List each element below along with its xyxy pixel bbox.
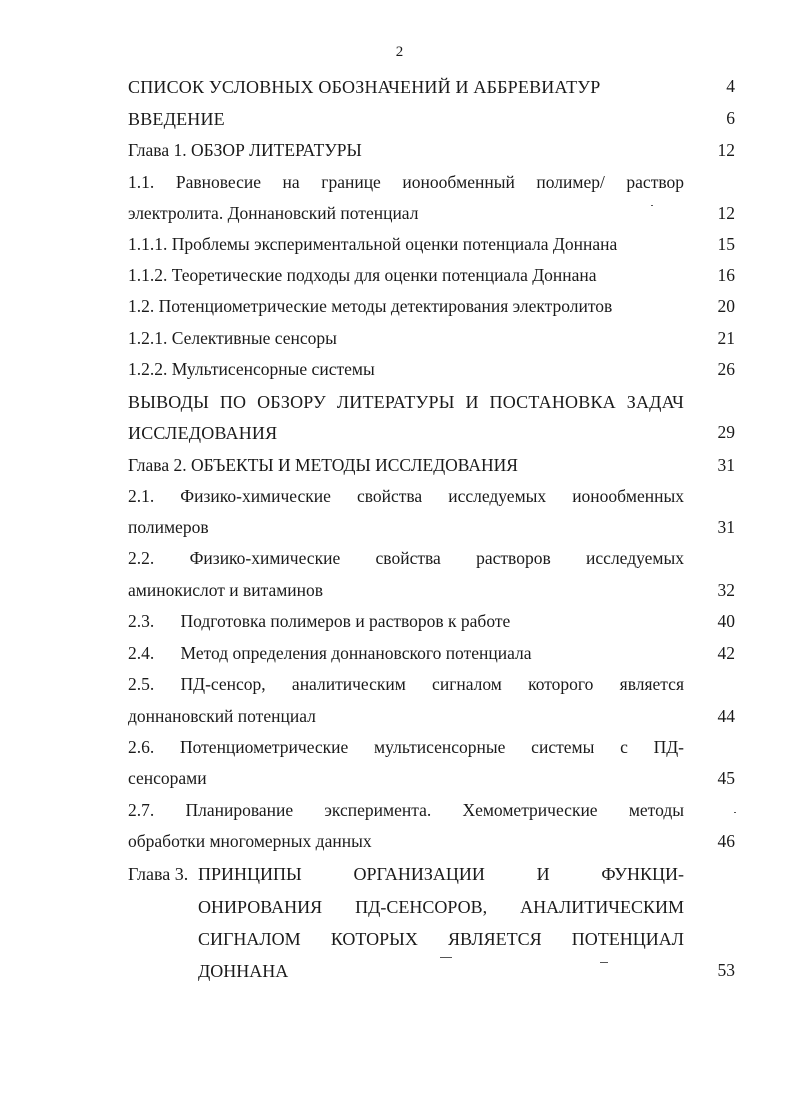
- toc-entry-1-2-1-page: 21: [717, 328, 735, 348]
- toc-entry-1-1-2-page: 16: [717, 265, 735, 285]
- toc-entry-1-1-line1: 1.1. Равновесие на границе ионообменный полимер/ раствор: [128, 172, 684, 192]
- toc-entry-conclusions-line2: ИССЛЕДОВАНИЯ: [128, 423, 278, 443]
- toc-entry-chapter3-line4: ДОННАНА: [198, 961, 289, 981]
- toc-entry-chapter1-title: Глава 1. ОБЗОР ЛИТЕРАТУРЫ: [128, 140, 362, 160]
- toc-entry-2-3-page: 40: [717, 611, 735, 631]
- toc-entry-abbreviations-title: СПИСОК УСЛОВНЫХ ОБОЗНАЧЕНИЙ И АББРЕВИАТУР: [128, 77, 601, 97]
- toc-entry-1-1-page: 12: [717, 203, 735, 223]
- toc-entry-2-7-line1: 2.7. Планирование эксперимента. Хемометрические методы: [128, 800, 684, 820]
- toc-entry-chapter1-page: 12: [717, 140, 735, 160]
- toc-entry-1-2-2-page: 26: [717, 359, 735, 379]
- toc-entry-2-7-line2: обработки многомерных данных: [128, 831, 372, 851]
- page-number: 2: [395, 44, 404, 60]
- toc-entry-1-1-1-title: 1.1.1. Проблемы экспериментальной оценки потенциала Доннана: [128, 234, 618, 254]
- toc-entry-1-2-page: 20: [717, 296, 735, 316]
- toc-entry-2-7-page: 46: [717, 831, 735, 851]
- toc-entry-2-3-title: 2.3. Подготовка полимеров и растворов к работе: [128, 611, 511, 631]
- toc-entry-1-1-2-title: 1.1.2. Теоретические подходы для оценки потенциала Доннана: [128, 265, 597, 285]
- toc-entry-2-6-line1: 2.6. Потенциометрические мультисенсорные системы с ПД-: [128, 737, 684, 757]
- toc-entry-conclusions-line1: ВЫВОДЫ ПО ОБЗОРУ ЛИТЕРАТУРЫ И ПОСТАНОВКА ЗАДАЧ: [128, 392, 684, 412]
- toc-entry-abbreviations-page: 4: [726, 76, 735, 96]
- toc-entry-2-5-page: 44: [717, 706, 735, 726]
- toc-entry-chapter3-line2: ОНИРОВАНИЯ ПД-СЕНСОРОВ, АНАЛИТИЧЕСКИМ: [198, 897, 684, 917]
- toc-entry-introduction-title: ВВЕДЕНИЕ: [128, 109, 225, 129]
- toc-entry-1-1-line2: электролита. Доннановский потенциал: [128, 203, 419, 223]
- toc-entry-2-5-line2: доннановский потенциал: [128, 706, 316, 726]
- toc-entry-1-2-title: 1.2. Потенциометрические методы детектирования электролитов: [128, 296, 613, 316]
- toc-entry-2-2-line2: аминокислот и витаминов: [128, 580, 324, 600]
- toc-entry-1-1-1-page: 15: [717, 234, 735, 254]
- toc-entry-2-6-line2: сенсорами: [128, 768, 207, 788]
- toc-entry-1-2-2-title: 1.2.2. Мультисенсорные системы: [128, 359, 375, 379]
- toc-entry-introduction-page: 6: [726, 108, 735, 128]
- toc-entry-2-4-page: 42: [717, 643, 735, 663]
- toc-entry-2-1-line2: полимеров: [128, 517, 209, 537]
- toc-entry-2-4-title: 2.4. Метод определения доннановского потенциала: [128, 643, 532, 663]
- toc-entry-2-1-page: 31: [717, 517, 735, 537]
- toc-entry-1-2-1-title: 1.2.1. Селективные сенсоры: [128, 328, 337, 348]
- toc-entry-chapter3-prefix: Глава 3.: [128, 864, 189, 884]
- toc-entry-2-5-line1: 2.5. ПД-сенсор, аналитическим сигналом которого является: [128, 674, 684, 694]
- toc-entry-chapter2-title: Глава 2. ОБЪЕКТЫ И МЕТОДЫ ИССЛЕДОВАНИЯ: [128, 455, 518, 475]
- scan-speck: [651, 205, 653, 206]
- toc-entry-chapter3-page: 53: [717, 960, 735, 980]
- toc-entry-chapter3-line3: СИГНАЛОМ КОТОРЫХ ЯВЛЯЕТСЯ ПОТЕНЦИАЛ: [198, 929, 684, 949]
- scan-speck: [600, 962, 608, 963]
- toc-entry-2-1-line1: 2.1. Физико-химические свойства исследуемых ионообменных: [128, 486, 684, 506]
- scan-speck: [734, 812, 736, 813]
- toc-entry-chapter2-page: 31: [717, 455, 735, 475]
- scan-speck: [440, 957, 452, 958]
- toc-entry-2-2-page: 32: [717, 580, 735, 600]
- toc-entry-2-2-line1: 2.2. Физико-химические свойства растворов исследуемых: [128, 548, 684, 568]
- toc-entry-2-6-page: 45: [717, 768, 735, 788]
- toc-entry-conclusions-page: 29: [717, 422, 735, 442]
- toc-entry-chapter3-line1: ПРИНЦИПЫ ОРГАНИЗАЦИИ И ФУНКЦИ-: [198, 864, 684, 884]
